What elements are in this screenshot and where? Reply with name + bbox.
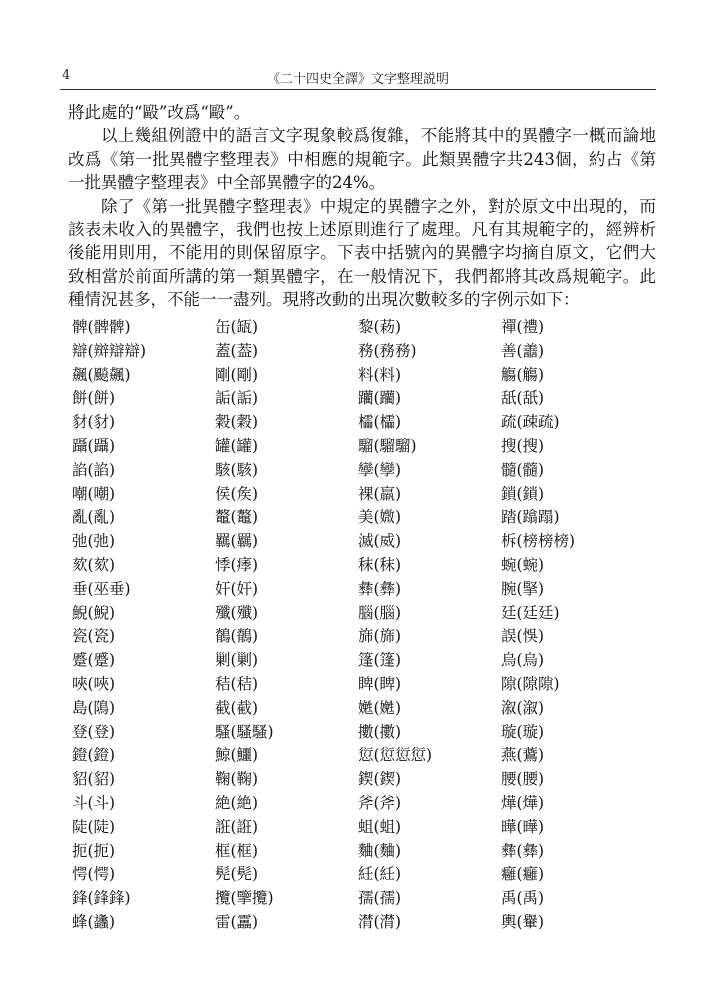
char-table-cell: 陡(陡) [72,817,116,836]
char-table-cell: 孿(孿) [358,460,402,479]
char-table-cell: 欬(欬) [72,555,116,574]
char-table-cell: 諂(諂) [72,460,116,479]
body-text [68,101,656,312]
char-table-cell: 踏(蹹蹋) [501,508,560,527]
char-table-cell: 蛆(蛆) [358,817,402,836]
char-table-cell: 禹(禹) [501,889,545,908]
char-table-cell: 美(媺) [358,508,402,527]
char-table-cell: 辯(辬辯辯) [72,341,147,360]
char-table-cell: 騷(騷騷) [215,722,274,741]
char-table-cell: 框(框) [215,841,259,860]
char-table-cell: 搜(搜) [501,436,545,455]
char-table-cell: 嘲(嘲) [72,484,116,503]
char-table-cell: 舐(舐) [501,389,545,408]
char-table-cell: 鐙(鐙) [72,746,116,765]
char-table-cell: 鯢(鯢) [72,603,116,622]
char-table-cell: 烏(烏) [501,651,545,670]
char-table-cell: 斧(斧) [358,793,402,812]
char-table-cell: 豺(豺) [72,413,116,432]
char-table-cell: 剛(剛) [215,365,259,384]
char-table-cell: 愕(愕) [72,865,116,884]
char-table-cell: 溆(溆) [501,698,545,717]
char-table-cell: 躡(躡) [72,436,116,455]
char-table-cell: 髓(髓) [501,460,545,479]
char-table-cell: 禪(禮) [501,318,545,336]
char-table-cell: 鶺(鶺) [215,627,259,646]
char-table-cell: 蹙(蹙) [72,651,116,670]
char-table-cell: 駭(駭) [215,460,259,479]
char-table-cell: 鋒(鋒鋒) [72,889,131,908]
char-table-cell: 鞠(鞠) [215,770,259,789]
char-table-cell: 秣(秣) [358,555,402,574]
char-table-cell: 腰(腰) [501,770,545,789]
char-table-cell: 滅(威) [358,532,402,551]
char-table-cell: 觴(觴) [501,365,545,384]
char-table-cell: 悸(痵) [215,555,259,574]
char-table-cell: 彝(彝) [501,841,545,860]
char-table-cell: 瓷(瓷) [72,627,116,646]
char-table-cell: 蓋(葢) [215,341,259,360]
char-table-cell: 潸(潸) [358,912,402,931]
char-table-cell: 髡(髡) [215,865,259,884]
char-table-cell: 彝(彝) [358,579,402,598]
char-table-cell: 穀(穀) [215,413,259,432]
char-table-cell: 登(登) [72,722,116,741]
char-table-cell: 睥(睥) [358,674,402,693]
char-table-cell: 絶(絶) [215,793,259,812]
char-table-cell: 剿(剿) [215,651,259,670]
char-table-cell: 輿(轝) [501,912,545,931]
char-table-cell: 紝(紝) [358,865,402,884]
running-title: 《二十四史全譯》文字整理説明 [266,72,449,87]
char-table-cell: 鎖(鎖) [501,484,545,503]
char-table-cell: 騮(騮騮) [358,436,417,455]
char-table-cell: 誤(悞) [501,627,545,646]
char-table-cell: 唊(唊) [72,674,116,693]
char-table-cell: 癰(癰) [501,865,545,884]
page-header [60,64,656,88]
char-table-cell: 燁(燁) [501,793,545,812]
char-table-cell: 誑(誑) [215,817,259,836]
char-table-cell: 雷(靁) [215,912,259,931]
char-table-cell: 斗(斗) [72,793,116,812]
char-table-cell: 蜂(蠭) [72,912,116,931]
variant-character-table [72,316,632,935]
char-table-cell: 截(截) [215,698,259,717]
char-table-cell: 鼇(鼇) [215,508,259,527]
char-table-cell: 罐(罐) [215,436,259,455]
char-table-cell: 料(料) [358,365,402,384]
char-table-cell: 扼(扼) [72,841,116,860]
char-table-cell: 島(隝) [72,698,116,717]
char-table-cell: 飆(飈飆) [72,365,131,384]
char-table-cell: 奸(奸) [215,579,259,598]
char-table-cell: 鍥(鍥) [358,770,402,789]
char-table-cell: 詬(詬) [215,389,259,408]
char-table-cell: 孺(孺) [358,889,402,908]
paragraph: 除了《第一批異體字整理表》中規定的異體字之外，對於原文中出現的，而該表未收入的異體字，我們也按上述原則進行了處理。凡有其規範字的，經辨析後能用則用，不能用的則保留原字。下表中括號內的異體字均摘自原文，它們大致相當於前面所講的第一類異體字，在一般情況下，我們都將其改爲規範字。此種情況甚多，不能一一盡列。現將改動的出現次數較多的字例示如下： [68,196,656,310]
char-table-cell: 擻(擻) [358,722,402,741]
char-table-cell: 璇(璇) [501,722,545,741]
char-table-cell: 櫺(櫺) [358,413,402,432]
char-table-cell: 黎(菞) [358,318,402,336]
char-table-cell: 弛(弛) [72,532,116,551]
char-table-cell: 腕(掔) [501,579,545,598]
char-table-cell: 疏(疎疏) [501,413,560,432]
char-table-cell: 餅(餅) [72,389,116,408]
char-table-cell: 旆(旆) [358,627,402,646]
paragraph: 以上幾組例證中的語言文字現象較爲復雜，不能將其中的異體字一概而論地改爲《第一批異體字整理表》中相應的規範字。此類異體字共243個，約占《第一批異體字整理表》中全部異體字的24%。 [68,126,656,193]
header-rule [60,89,656,90]
char-table-cell: 缶(缻) [215,318,259,336]
char-table-cell: 殲(殲) [215,603,259,622]
char-table-cell: 鯨(鱷) [215,746,259,765]
char-table-cell: 隙(隙隙) [501,674,560,693]
char-table-cell: 亂(亂) [72,508,116,527]
char-table-cell: 善(譱) [501,341,545,360]
char-table-cell: 愆(愆愆愆) [358,746,433,765]
char-table-cell: 裸(羸) [358,484,402,503]
char-table-cell: 侯(矦) [215,484,259,503]
char-table-cell: 秸(秸) [215,674,259,693]
char-table-cell: 柝(榜榜榜) [501,532,576,551]
char-table-cell: 篷(篷) [358,651,402,670]
char-table-cell: 蜿(蜿) [501,555,545,574]
char-table-cell: 麯(麯) [358,841,402,860]
paragraph-continuation: 將此處的“毆”改爲“毆”。 [68,103,251,122]
page-number: 4 [62,68,71,83]
char-table-cell: 羈(羈) [215,532,259,551]
char-table-cell: 攬(擥攬) [215,889,274,908]
char-table-cell: 腦(腦) [358,603,402,622]
char-table-cell: 垂(巫垂) [72,579,131,598]
char-table-cell: 曄(曄) [501,817,545,836]
char-table-cell: 務(務務) [358,341,417,360]
char-table-cell: 貂(貂) [72,770,116,789]
char-table-cell: 嬎(嬎) [358,698,402,717]
char-table-cell: 廷(廷廷) [501,603,560,622]
char-table-cell: 髀(髀髀) [72,318,131,336]
char-table-cell: 燕(鷰) [501,746,545,765]
char-table-cell: 躪(躪) [358,389,402,408]
